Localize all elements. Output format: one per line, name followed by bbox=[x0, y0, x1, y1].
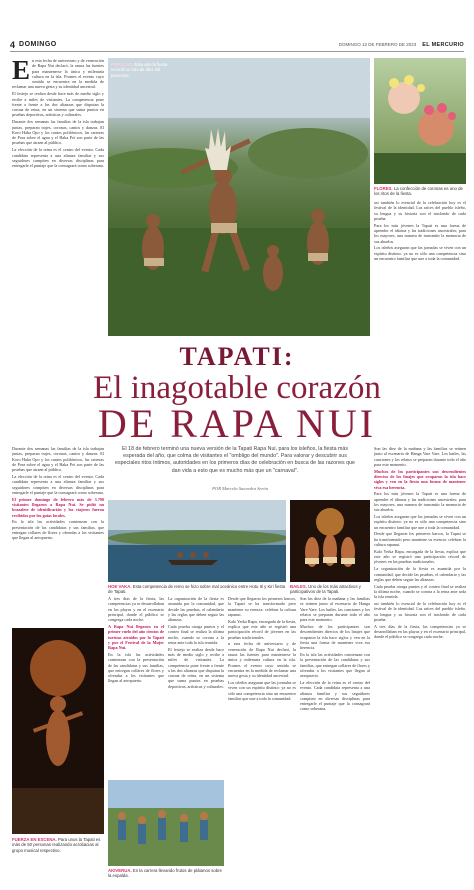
photo-hoe-vaka bbox=[108, 500, 286, 582]
caption-bailes bbox=[290, 584, 370, 595]
caption-akivarua bbox=[108, 868, 224, 879]
flower-crown-illustration bbox=[374, 58, 466, 184]
paragraph-highlight: Muchos de los participantes son descendientes directos de los linajes que ocuparon la isla hace siglos y ven en la fiesta una forma de mantener viva esa herencia. bbox=[374, 468, 466, 490]
page-header bbox=[10, 38, 464, 52]
paragraph: Desde que llegaron los primeros barcos, la Tapati se ha transformado pero mantiene su esencia: celebrar la cultura rapanui. bbox=[374, 531, 466, 548]
paragraph: La elección de la reina es el centro del evento. Cada candidata representa a una alianza familiar y sus seguidores compiten en diversas disciplinas para entregarle el puntaje que la consagrará como soberana. bbox=[12, 473, 104, 495]
article-column-mid-4 bbox=[300, 596, 370, 886]
paragraph: Durante dos semanas las familias de la isla trabajan juntas, preparan trajes, coronas, cantos y danzas. El Koro Haka Opo y los cantos polifónicos, las carreras de Pora sobre el agua y el Haka Pei son parte de las pruebas que atraen al público. bbox=[12, 119, 104, 146]
paragraph: En la isla las actividades comienzan con la presentación de las candidatas y sus familias, que entregan collares de flores y ofrendas a los visitantes que llegan al aeropuerto. bbox=[108, 651, 164, 684]
caption-tag: HOE VAKA. bbox=[108, 584, 132, 589]
dancers-illustration bbox=[108, 58, 370, 336]
paragraph: Son las diez de la mañana y las familias se reúnen junto al escenario de Hanga Vare Vare. Los bailes, las canciones y los relatos se preparan durante todo el año para este momento. bbox=[374, 446, 466, 467]
paragraph: La organización de la fiesta es asumida por la comunidad, que decide las pruebas, el calendario y las reglas que deben seguir las alianzas. bbox=[168, 596, 224, 623]
dance-illustration bbox=[290, 500, 370, 582]
paragraph: Durante dos semanas las familias de la isla trabajan juntas, preparan trajes, coronas, cantos y danzas. El Koro Haka Opo y los cantos polifónicos, las carreras de Pora sobre el agua y el Haka Pei son parte de las pruebas que atraen al público. bbox=[12, 446, 104, 473]
paragraph: Kalo Yerka Rapu, encargada de la fiesta, explica que este año se registró una participación récord de jóvenes en las pruebas tradicionales. bbox=[374, 548, 466, 565]
paragraph: asi también lo esencial de la celebración hoy es el festival de la identidad. Las raíces del pueblo isleño, su lengua y su historia son el trasfondo de cada prueba. bbox=[374, 200, 466, 221]
caption-fuerza bbox=[12, 837, 104, 853]
paragraph: Muchos de los participantes son descendientes directos de los linajes que ocuparon la isla hace siglos y ven en la fiesta una forma de mantener viva esa herencia. bbox=[300, 623, 370, 651]
paragraph: Cada prueba otorga puntos y el conteo final se realiza la última noche, cuando se corona a la reina ante toda la isla reunida. bbox=[374, 583, 466, 600]
article-lede: El 18 de febrero terminó una nueva versión de la Tapati Rapa Nui, para los isleños, la fiesta más esperada del año, que colma de visitantes el "ombligo del mundo". Para valorar y descubrir sus especiales ritos íntimos, autoridades en los primeros días de celebración en busca de las razones que dan vida a esto que es mucho más que un "carnaval". bbox=[115, 446, 355, 474]
article-column-mid-3 bbox=[228, 596, 296, 886]
paragraph: Kalo Yerka Rapu, encargada de la fiesta, explica que este año se registró una participación récord de jóvenes en las pruebas tradicionales. bbox=[228, 618, 296, 640]
drop-cap: E bbox=[12, 58, 31, 85]
caption-hoe-vaka bbox=[108, 584, 286, 595]
photo-flowers bbox=[374, 58, 466, 184]
caption-text: Uno de los más atractivos y participativos de la Tapati. bbox=[290, 584, 361, 595]
photo-bailes bbox=[290, 500, 370, 582]
caption-text: La confección de coronas es uno de los ritos de la fiesta. bbox=[374, 186, 463, 197]
issue-date: DOMINGO 12 DE FEBRERO DE 2023 bbox=[338, 42, 417, 47]
caption-tag: FLORES. bbox=[374, 186, 393, 191]
paragraph: La organización de la fiesta es asumida por la comunidad, que decide las pruebas, el calendario y las reglas que deben seguir las alianzas. bbox=[374, 566, 466, 582]
byline: POR Marcela Saavedra Serón bbox=[212, 486, 268, 491]
paragraph-highlight: A Rapa Nui llegaron en el primer vuelo del año cientos de turistas atraídos por la Tapati y por el Festival de la Mujer Rapa Nui. bbox=[108, 623, 164, 651]
photo-fuerza-en-escena bbox=[12, 628, 104, 834]
paragraph: Son las diez de la mañana y las familias se reúnen junto al escenario de Hanga Vare Vare. Los bailes, las canciones y los relatos se preparan durante todo el año para este momento. bbox=[300, 596, 370, 623]
photo-akivarua bbox=[108, 780, 224, 866]
paragraph-highlight: El primer domingo de febrero más de 3.700 visitantes llegaron a Rapa Nui. Se pidió un brazalete de identificación y los viajeros fueron recibidos por los guías locales. bbox=[12, 496, 104, 518]
headline-line-2: DE RAPA NUI bbox=[97, 401, 377, 446]
paragraph: El festejo se realiza desde hace más de medio siglo y recibe a miles de visitantes. La competencia pone frente a frente a las dos alianzas que disputan la corona de reina, en un sistema que suma puntos en pruebas deportivas, artísticas y culturales. bbox=[12, 91, 104, 118]
paragraph: La elección de la reina es el centro del evento. Cada candidata representa a una alianza familiar y sus seguidores compiten en diversas disciplinas para entregarle el puntaje que la consagrará como soberana. bbox=[300, 679, 370, 712]
paragraph: El festejo se realiza desde hace más de medio siglo y recibe a miles de visitantes. La competencia pone frente a frente a las dos alianzas que disputan la corona de reina, en un sistema que suma puntos en pruebas deportivas, artísticas y culturales. bbox=[168, 646, 224, 689]
article-column-right-top bbox=[374, 200, 466, 336]
caption-popular bbox=[111, 62, 169, 78]
paragraph: Los isleños aseguran que las jornadas se viven con un espíritu distinto: ya no es sólo una competencia sino un encuentro familiar que une a toda la comunidad. bbox=[228, 679, 296, 701]
caption-text: Esta competencia de remo se hizo sobre mal oceánico entre Hotu Iti y Kiri fiesta de Tapati. bbox=[108, 584, 286, 595]
article-column-left-lower bbox=[12, 446, 104, 624]
paragraph: n esta fecha de aniversario y de veneración de Rapa Nui declaró, la rauna las fuentes para mantenerse la única y milenaria cultura en la isla. Promes el evento cuyo sentido se encuentra en la medida de reclamar una nueva gesta y su identidad ancestral. bbox=[228, 641, 296, 679]
caption-tag: BAILES. bbox=[290, 584, 307, 589]
paragraph: En la isla las actividades comienzan con la presentación de las candidatas y sus familias, que entregan collares de flores y ofrendas a los visitantes que llegan al aeropuerto. bbox=[300, 651, 370, 679]
article-column-left bbox=[12, 58, 104, 336]
section-name: DOMINGO bbox=[19, 41, 57, 48]
caption-text: Para unos la Tapati es más de 50 personas realizando acrobacias al grupo musical respectivo. bbox=[12, 837, 101, 853]
caption-text: Esta año la fiesta recordó a más de diez mil personas. bbox=[111, 62, 168, 78]
paragraph: asi también lo esencial de la celebración hoy es el festival de la identidad. Las raíces del pueblo isleño, su lengua y su historia son el trasfondo de cada prueba. bbox=[374, 601, 466, 622]
caption-tag: AKIVERUA. bbox=[108, 868, 132, 873]
article-column-right-lower bbox=[374, 446, 466, 882]
paragraph: A tres días de la fiesta, las competencias ya se desarrollaban en las playas y en el escenario principal, donde el público se congrega cada noche. bbox=[374, 623, 466, 640]
canoe-illustration bbox=[108, 500, 286, 582]
caption-text: En la carrera llevando frutos de plátanos sobre la espalda. bbox=[108, 868, 222, 879]
article-column-mid-2 bbox=[168, 596, 224, 776]
paragraph: Cada prueba otorga puntos y el conteo final se realiza la última noche, cuando se corona a la reina ante toda la isla reunida. bbox=[168, 623, 224, 645]
newspaper-logo: EL MERCURIO bbox=[422, 41, 464, 48]
paragraph: Los isleños aseguran que las jornadas se viven con un espíritu distinto: ya no es sólo una competencia sino un encuentro familiar que une a toda la comunidad. bbox=[374, 245, 466, 261]
paragraph: Desde que llegaron los primeros barcos, la Tapati se ha transformado pero mantiene su esencia: celebrar la cultura rapanui. bbox=[228, 596, 296, 617]
headline-line-1: El inagotable corazón bbox=[93, 370, 381, 406]
caption-tag: FUERZA EN ESCENA. bbox=[12, 837, 57, 842]
paragraph: Los isleños aseguran que las jornadas se viven con un espíritu distinto: ya no es sólo una competencia sino un encuentro familiar que une a toda la comunidad. bbox=[374, 514, 466, 530]
hero-photo-dancers bbox=[108, 58, 370, 336]
article-column-mid-1 bbox=[108, 596, 164, 776]
paragraph: En la isla las actividades comienzan con la presentación de las candidatas y sus familias, que entregan collares de flores y ofrendas a los visitantes que llegan al aeropuerto. bbox=[12, 519, 104, 541]
headline-kicker: TAPATI: bbox=[179, 342, 295, 371]
paragraph: Para los más jóvenes la Tapati es una forma de aprender el idioma y las tradiciones ancestrales; para los mayores, una manera de transmitir la memoria de sus abuelos. bbox=[374, 491, 466, 513]
race-illustration bbox=[108, 780, 224, 866]
page-number: 4 bbox=[10, 39, 16, 50]
performers-illustration bbox=[12, 628, 104, 834]
paragraph: La elección de la reina es el centro del evento. Cada candidata representa a una alianza familiar y sus seguidores compiten en diversas disciplinas para entregarle el puntaje que la consagrará como soberana. bbox=[12, 147, 104, 169]
paragraph: n esta fecha de aniversario y de veneración de Rapa Nui declaró, la rauna las fuentes para mantenerse la única y milenaria cultura en la isla. Promes el evento cuyo sentido se encuentra en la medida de reclamar una nueva gesta y su identidad ancestral. bbox=[12, 58, 104, 90]
caption-tag: POPULAR. bbox=[111, 62, 134, 67]
paragraph: A tres días de la fiesta, las competencias ya se desarrollaban en las playas y en el escenario principal, donde el público se congrega cada noche. bbox=[108, 596, 164, 623]
caption-flores bbox=[374, 186, 466, 197]
paragraph: Para los más jóvenes la Tapati es una forma de aprender el idioma y las tradiciones ancestrales; para los mayores, una manera de transmitir la memoria de sus abuelos. bbox=[374, 222, 466, 244]
